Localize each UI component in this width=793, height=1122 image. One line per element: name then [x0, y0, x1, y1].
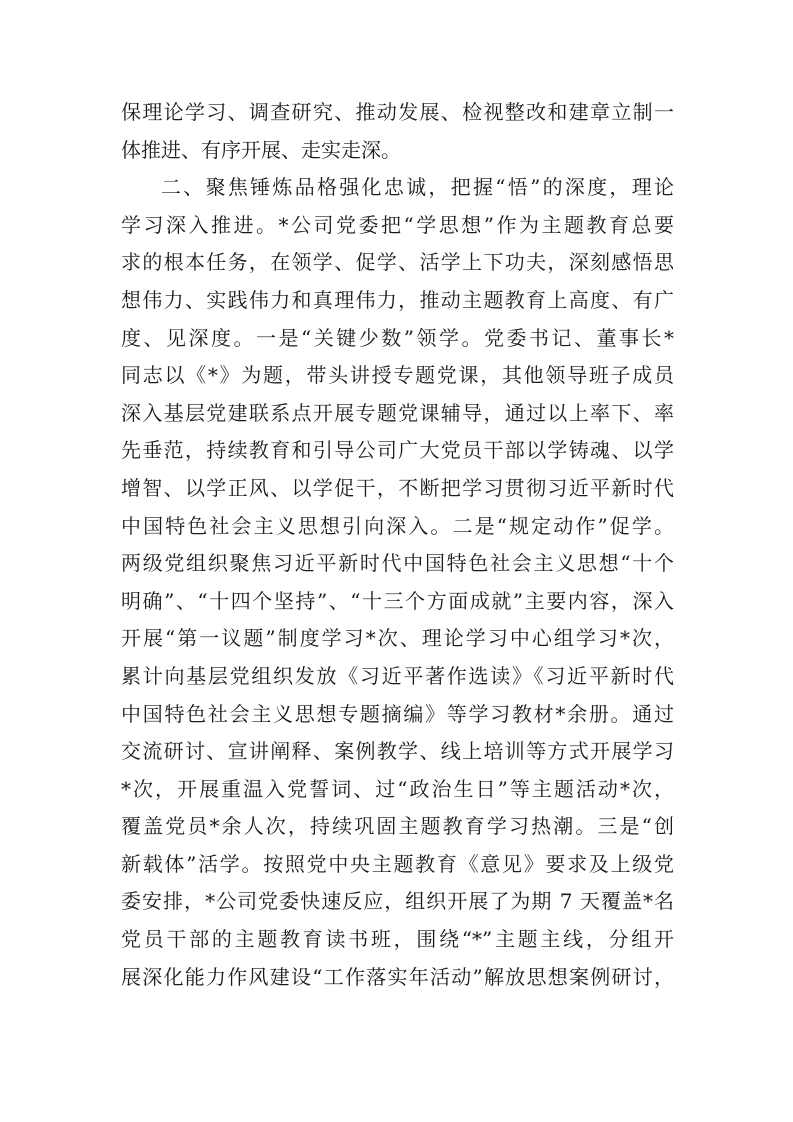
- text-line-16: 累计向基层党组织发放《习近平著作选读》《习近平新时代: [121, 663, 674, 688]
- text-line-5: 求的根本任务，在领学、促学、活学上下功夫，深刻感悟思: [121, 250, 674, 275]
- text-line-24: 展深化能力作风建设“工作落实年活动”解放思想案例研讨，: [121, 964, 674, 989]
- text-line-15: 开展“第一议题”制度学习*次、理论学习中心组学习*次，: [121, 626, 674, 651]
- body-text: [121, 94, 674, 996]
- text-line-23: 党员干部的主题教育读书班，围绕“*”主题主线，分组开: [121, 927, 674, 952]
- text-line-20: 覆盖党员*余人次，持续巩固主题教育学习热潮。三是“创: [121, 814, 674, 839]
- text-line-6: 想伟力、实践伟力和真理伟力，推动主题教育上高度、有广: [121, 287, 674, 312]
- text-line-11: 增智、以学正风、以学促干，不断把学习贯彻习近平新时代: [121, 475, 674, 500]
- text-line-10: 先垂范，持续教育和引导公司广大党员干部以学铸魂、以学: [121, 438, 674, 463]
- text-line-4: 学习深入推进。*公司党委把“学思想”作为主题教育总要: [121, 212, 674, 237]
- text-line-22: 委安排，*公司党委快速反应，组织开展了为期 7 天覆盖*名: [121, 889, 674, 914]
- text-line-17: 中国特色社会主义思想专题摘编》等学习教材*余册。通过: [121, 701, 674, 726]
- text-line-2: 体推进、有序开展、走实走深。: [121, 137, 401, 162]
- text-line-21: 新载体”活学。按照党中央主题教育《意见》要求及上级党: [121, 851, 674, 876]
- section-heading-line: 二、聚焦锤炼品格强化忠诚，把握“悟”的深度，理论: [161, 175, 674, 200]
- text-line-19: *次，开展重温入党誓词、过“政治生日”等主题活动*次，: [121, 776, 674, 801]
- text-line-13: 两级党组织聚焦习近平新时代中国特色社会主义思想“十个: [121, 551, 674, 576]
- text-line-8: 同志以《*》为题，带头讲授专题党课，其他领导班子成员: [121, 363, 674, 388]
- text-line-7: 度、见深度。一是“关键少数”领学。党委书记、董事长*: [121, 325, 674, 350]
- text-line-1: 保理论学习、调查研究、推动发展、检视整改和建章立制一: [121, 100, 674, 124]
- text-line-9: 深入基层党建联系点开展专题党课辅导，通过以上率下、率: [121, 400, 674, 425]
- text-line-12: 中国特色社会主义思想引向深入。二是“规定动作”促学。: [121, 513, 674, 538]
- text-line-18: 交流研讨、宣讲阐释、案例教学、线上培训等方式开展学习: [121, 739, 674, 764]
- text-line-14: 明确”、“十四个坚持”、“十三个方面成就”主要内容，深入: [121, 588, 674, 613]
